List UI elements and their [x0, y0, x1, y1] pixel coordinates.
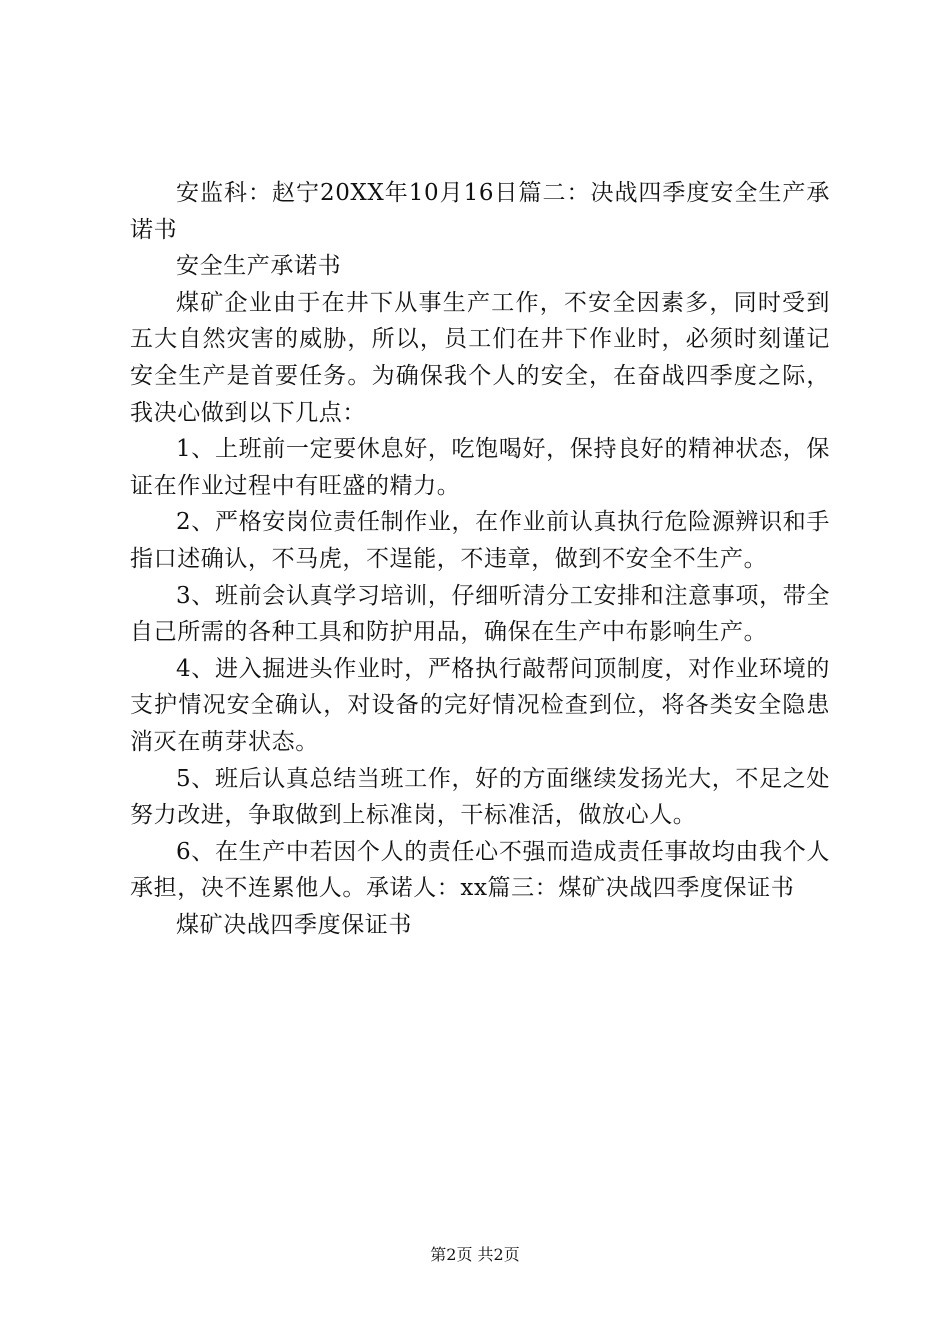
paragraph-9: 6、在生产中若因个人的责任心不强而造成责任事故均由我个人承担，决不连累他人。承诺人：xx篇三：煤矿决战四季度保证书: [130, 838, 830, 902]
paragraph-6: 3、班前会认真学习培训，仔细听清分工安排和注意事项，带全自己所需的各种工具和防护用品，确保在生产中布影响生产。: [130, 582, 830, 646]
paragraph-4: 1、上班前一定要休息好，吃饱喝好，保持良好的精神状态，保证在作业过程中有旺盛的精力。: [130, 436, 830, 499]
paragraph-2: 安全生产承诺书: [176, 253, 342, 280]
document-body: [130, 175, 830, 943]
page-footer: [0, 1245, 950, 1265]
paragraph-7: 4、进入掘进头作业时，严格执行敲帮问顶制度，对作业环境的支护情况安全确认，对设备的完好情况检查到位，将各类安全隐患消灭在萌芽状态。: [130, 655, 830, 755]
paragraph-8: 5、班后认真总结当班工作，好的方面继续发扬光大，不足之处努力改进，争取做到上标准岗，干标准活，做放心人。: [130, 765, 830, 829]
paragraph-10: 煤矿决战四季度保证书: [176, 911, 412, 938]
paragraph-1: 安监科：赵宁20XX年10月16日篇二：决战四季度安全生产承诺书: [130, 180, 830, 243]
page-number: 第2页 共2页: [430, 1245, 520, 1264]
paragraph-5: 2、严格安岗位责任制作业，在作业前认真执行危险源辨识和手指口述确认，不马虎，不逞能，不违章，做到不安全不生产。: [130, 509, 830, 572]
paragraph-3: 煤矿企业由于在井下从事生产工作，不安全因素多，同时受到五大自然灾害的威胁，所以，员工们在井下作业时，必须时刻谨记安全生产是首要任务。为确保我个人的安全，在奋战四季度之际，我决心做到以下几点：: [130, 289, 830, 426]
